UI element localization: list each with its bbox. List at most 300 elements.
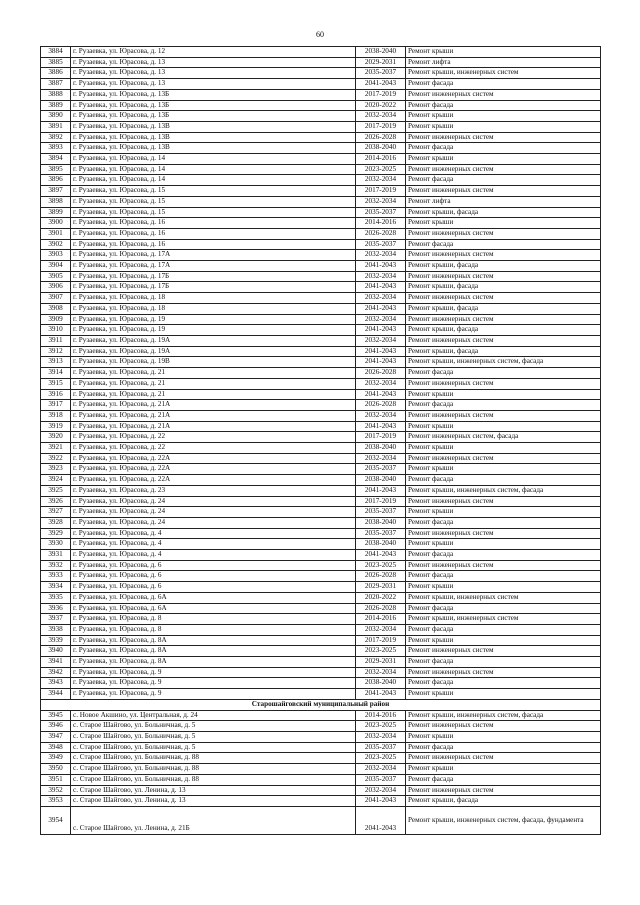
row-number: 3944 bbox=[41, 689, 71, 700]
row-number: 3897 bbox=[41, 186, 71, 197]
row-period: 2023-2025 bbox=[356, 721, 406, 732]
row-period: 2017-2019 bbox=[356, 496, 406, 507]
row-work-type: Ремонт фасада bbox=[406, 79, 601, 90]
row-address: г. Рузаевка, ул. Юрасова, д. 6А bbox=[71, 592, 356, 603]
row-period: 2032-2034 bbox=[356, 111, 406, 122]
row-period: 2032-2034 bbox=[356, 667, 406, 678]
row-work-type: Ремонт инженерных систем bbox=[406, 228, 601, 239]
row-number: 3922 bbox=[41, 453, 71, 464]
row-period: 2032-2034 bbox=[356, 624, 406, 635]
row-number: 3948 bbox=[41, 742, 71, 753]
row-address: г. Рузаевка, ул. Юрасова, д. 13 bbox=[71, 68, 356, 79]
row-work-type: Ремонт крыши, инженерных систем bbox=[406, 614, 601, 625]
row-number: 3947 bbox=[41, 732, 71, 743]
table-row bbox=[41, 432, 601, 443]
row-work-type: Ремонт крыши, фасада bbox=[406, 282, 601, 293]
row-work-type: Ремонт инженерных систем bbox=[406, 721, 601, 732]
row-number: 3905 bbox=[41, 271, 71, 282]
row-work-type: Ремонт фасада bbox=[406, 475, 601, 486]
row-period: 2032-2034 bbox=[356, 410, 406, 421]
row-work-type: Ремонт крыши bbox=[406, 689, 601, 700]
row-address: г. Рузаевка, ул. Юрасова, д. 18 bbox=[71, 293, 356, 304]
row-address: г. Рузаевка, ул. Юрасова, д. 13Б bbox=[71, 100, 356, 111]
row-address: г. Рузаевка, ул. Юрасова, д. 13Б bbox=[71, 89, 356, 100]
row-period: 2020-2022 bbox=[356, 100, 406, 111]
row-number: 3945 bbox=[41, 710, 71, 721]
row-number: 3902 bbox=[41, 239, 71, 250]
row-address: г. Рузаевка, ул. Юрасова, д. 19В bbox=[71, 357, 356, 368]
table-row bbox=[41, 335, 601, 346]
row-period: 2020-2022 bbox=[356, 592, 406, 603]
row-number: 3894 bbox=[41, 154, 71, 165]
table-row bbox=[41, 239, 601, 250]
row-number: 3901 bbox=[41, 228, 71, 239]
row-work-type: Ремонт крыши, фасада bbox=[406, 261, 601, 272]
row-address: г. Рузаевка, ул. Юрасова, д. 21 bbox=[71, 389, 356, 400]
row-work-type: Ремонт крыши, инженерных систем bbox=[406, 68, 601, 79]
row-address: г. Рузаевка, ул. Юрасова, д. 16 bbox=[71, 218, 356, 229]
row-work-type: Ремонт крыши bbox=[406, 582, 601, 593]
row-period: 2038-2040 bbox=[356, 539, 406, 550]
row-number: 3939 bbox=[41, 635, 71, 646]
row-work-type: Ремонт крыши, фасада bbox=[406, 796, 601, 807]
table-row bbox=[41, 785, 601, 796]
row-work-type: Ремонт крыши bbox=[406, 111, 601, 122]
row-number: 3923 bbox=[41, 464, 71, 475]
row-address: с. Старое Шайгово, ул. Больничная, д. 5 bbox=[71, 742, 356, 753]
row-address: с. Новое Акшино, ул. Центральная, д. 24 bbox=[71, 710, 356, 721]
row-address: г. Рузаевка, ул. Юрасова, д. 22 bbox=[71, 443, 356, 454]
row-number: 3899 bbox=[41, 207, 71, 218]
row-work-type: Ремонт лифта bbox=[406, 57, 601, 68]
row-work-type: Ремонт крыши, фасада bbox=[406, 346, 601, 357]
row-address: с. Старое Шайгово, ул. Ленина, д. 13 bbox=[71, 796, 356, 807]
table-row bbox=[41, 614, 601, 625]
row-number: 3919 bbox=[41, 421, 71, 432]
row-period: 2038-2040 bbox=[356, 517, 406, 528]
row-number: 3924 bbox=[41, 475, 71, 486]
row-number: 3886 bbox=[41, 68, 71, 79]
row-period: 2038-2040 bbox=[356, 475, 406, 486]
row-number: 3931 bbox=[41, 550, 71, 561]
row-number: 3885 bbox=[41, 57, 71, 68]
row-number: 3900 bbox=[41, 218, 71, 229]
row-number: 3893 bbox=[41, 143, 71, 154]
row-number: 3890 bbox=[41, 111, 71, 122]
row-period: 2023-2025 bbox=[356, 164, 406, 175]
row-period: 2032-2034 bbox=[356, 378, 406, 389]
row-period: 2026-2028 bbox=[356, 603, 406, 614]
row-number: 3887 bbox=[41, 79, 71, 90]
table-row bbox=[41, 582, 601, 593]
row-address: г. Рузаевка, ул. Юрасова, д. 12 bbox=[71, 47, 356, 58]
row-number: 3920 bbox=[41, 432, 71, 443]
row-address: с. Старое Шайгово, ул. Больничная, д. 5 bbox=[71, 721, 356, 732]
row-work-type: Ремонт фасада bbox=[406, 678, 601, 689]
table-row bbox=[41, 517, 601, 528]
row-address: г. Рузаевка, ул. Юрасова, д. 24 bbox=[71, 517, 356, 528]
row-period: 2032-2034 bbox=[356, 764, 406, 775]
row-address: г. Рузаевка, ул. Юрасова, д. 13 bbox=[71, 79, 356, 90]
row-number: 3930 bbox=[41, 539, 71, 550]
row-period: 2035-2037 bbox=[356, 774, 406, 785]
row-work-type: Ремонт крыши bbox=[406, 218, 601, 229]
row-address: с. Старое Шайгово, ул. Больничная, д. 88 bbox=[71, 764, 356, 775]
capital-repair-table bbox=[40, 46, 601, 835]
row-work-type: Ремонт инженерных систем bbox=[406, 293, 601, 304]
row-work-type: Ремонт крыши bbox=[406, 764, 601, 775]
table-row bbox=[41, 496, 601, 507]
table-row bbox=[41, 753, 601, 764]
row-number: 3913 bbox=[41, 357, 71, 368]
row-period: 2032-2034 bbox=[356, 175, 406, 186]
row-period: 2017-2019 bbox=[356, 635, 406, 646]
row-address: г. Рузаевка, ул. Юрасова, д. 8 bbox=[71, 614, 356, 625]
row-work-type: Ремонт крыши bbox=[406, 47, 601, 58]
row-number: 3953 bbox=[41, 796, 71, 807]
row-address: г. Рузаевка, ул. Юрасова, д. 16 bbox=[71, 239, 356, 250]
row-work-type: Ремонт крыши bbox=[406, 464, 601, 475]
row-period: 2032-2034 bbox=[356, 293, 406, 304]
row-period: 2032-2034 bbox=[356, 335, 406, 346]
table-row bbox=[41, 271, 601, 282]
row-address: г. Рузаевка, ул. Юрасова, д. 13Б bbox=[71, 111, 356, 122]
table-row bbox=[41, 400, 601, 411]
table-row bbox=[41, 624, 601, 635]
row-period: 2017-2019 bbox=[356, 186, 406, 197]
table-row bbox=[41, 389, 601, 400]
row-period: 2041-2043 bbox=[356, 550, 406, 561]
row-work-type: Ремонт фасада bbox=[406, 624, 601, 635]
table-row bbox=[41, 250, 601, 261]
row-number: 3914 bbox=[41, 368, 71, 379]
section-title: Старошайговский муниципальный район bbox=[41, 699, 601, 710]
row-address: г. Рузаевка, ул. Юрасова, д. 13В bbox=[71, 132, 356, 143]
row-work-type: Ремонт инженерных систем bbox=[406, 646, 601, 657]
row-work-type: Ремонт инженерных систем bbox=[406, 667, 601, 678]
table-row bbox=[41, 325, 601, 336]
row-address: г. Рузаевка, ул. Юрасова, д. 24 bbox=[71, 496, 356, 507]
row-period: 2014-2016 bbox=[356, 154, 406, 165]
row-work-type: Ремонт фасада bbox=[406, 368, 601, 379]
row-period: 2035-2037 bbox=[356, 239, 406, 250]
row-period: 2041-2043 bbox=[356, 485, 406, 496]
row-address: г. Рузаевка, ул. Юрасова, д. 14 bbox=[71, 164, 356, 175]
row-work-type: Ремонт фасада bbox=[406, 175, 601, 186]
row-address: г. Рузаевка, ул. Юрасова, д. 22А bbox=[71, 464, 356, 475]
row-period: 2032-2034 bbox=[356, 732, 406, 743]
row-number: 3916 bbox=[41, 389, 71, 400]
table-row bbox=[41, 100, 601, 111]
row-address: с. Старое Шайгово, ул. Ленина, д. 21Б bbox=[71, 806, 356, 834]
row-work-type: Ремонт инженерных систем bbox=[406, 314, 601, 325]
table-row bbox=[41, 89, 601, 100]
row-period: 2041-2043 bbox=[356, 806, 406, 834]
row-address: с. Старое Шайгово, ул. Больничная, д. 88 bbox=[71, 753, 356, 764]
row-period: 2035-2037 bbox=[356, 207, 406, 218]
row-work-type: Ремонт фасада bbox=[406, 550, 601, 561]
row-number: 3921 bbox=[41, 443, 71, 454]
row-work-type: Ремонт крыши bbox=[406, 121, 601, 132]
row-period: 2026-2028 bbox=[356, 368, 406, 379]
table-row bbox=[41, 357, 601, 368]
table-row bbox=[41, 464, 601, 475]
table-row bbox=[41, 154, 601, 165]
row-work-type: Ремонт крыши bbox=[406, 635, 601, 646]
row-address: г. Рузаевка, ул. Юрасова, д. 22 bbox=[71, 432, 356, 443]
row-period: 2032-2034 bbox=[356, 785, 406, 796]
row-address: г. Рузаевка, ул. Юрасова, д. 9 bbox=[71, 667, 356, 678]
row-number: 3941 bbox=[41, 657, 71, 668]
section-row bbox=[41, 699, 601, 710]
row-work-type: Ремонт фасада bbox=[406, 774, 601, 785]
row-period: 2023-2025 bbox=[356, 560, 406, 571]
row-work-type: Ремонт крыши, инженерных систем, фасада bbox=[406, 357, 601, 368]
row-work-type: Ремонт инженерных систем bbox=[406, 785, 601, 796]
table-row bbox=[41, 453, 601, 464]
row-period: 2029-2031 bbox=[356, 582, 406, 593]
row-number: 3911 bbox=[41, 335, 71, 346]
row-period: 2032-2034 bbox=[356, 453, 406, 464]
row-work-type: Ремонт инженерных систем bbox=[406, 410, 601, 421]
row-work-type: Ремонт инженерных систем bbox=[406, 89, 601, 100]
row-work-type: Ремонт лифта bbox=[406, 196, 601, 207]
row-number: 3935 bbox=[41, 592, 71, 603]
row-number: 3889 bbox=[41, 100, 71, 111]
row-work-type: Ремонт крыши bbox=[406, 507, 601, 518]
row-period: 2014-2016 bbox=[356, 218, 406, 229]
row-number: 3954 bbox=[41, 806, 71, 834]
table-row bbox=[41, 186, 601, 197]
row-work-type: Ремонт крыши, инженерных систем, фасада, фундамента bbox=[406, 806, 601, 834]
row-period: 2029-2031 bbox=[356, 57, 406, 68]
row-period: 2023-2025 bbox=[356, 646, 406, 657]
row-address: г. Рузаевка, ул. Юрасова, д. 21 bbox=[71, 368, 356, 379]
table-row bbox=[41, 635, 601, 646]
table-row bbox=[41, 261, 601, 272]
row-period: 2026-2028 bbox=[356, 571, 406, 582]
row-number: 3950 bbox=[41, 764, 71, 775]
row-number: 3892 bbox=[41, 132, 71, 143]
row-work-type: Ремонт инженерных систем bbox=[406, 496, 601, 507]
row-number: 3898 bbox=[41, 196, 71, 207]
row-address: г. Рузаевка, ул. Юрасова, д. 8А bbox=[71, 657, 356, 668]
table-row bbox=[41, 132, 601, 143]
table-row bbox=[41, 443, 601, 454]
row-number: 3908 bbox=[41, 303, 71, 314]
row-work-type: Ремонт инженерных систем bbox=[406, 560, 601, 571]
table-row bbox=[41, 571, 601, 582]
table-row bbox=[41, 346, 601, 357]
row-number: 3912 bbox=[41, 346, 71, 357]
row-address: г. Рузаевка, ул. Юрасова, д. 21А bbox=[71, 421, 356, 432]
row-period: 2038-2040 bbox=[356, 47, 406, 58]
row-work-type: Ремонт инженерных систем, фасада bbox=[406, 432, 601, 443]
row-address: г. Рузаевка, ул. Юрасова, д. 21А bbox=[71, 400, 356, 411]
table-row bbox=[41, 475, 601, 486]
row-period: 2014-2016 bbox=[356, 710, 406, 721]
row-address: г. Рузаевка, ул. Юрасова, д. 17А bbox=[71, 250, 356, 261]
row-address: г. Рузаевка, ул. Юрасова, д. 19А bbox=[71, 335, 356, 346]
table-row bbox=[41, 228, 601, 239]
table-row bbox=[41, 368, 601, 379]
table-row bbox=[41, 421, 601, 432]
row-work-type: Ремонт фасада bbox=[406, 571, 601, 582]
table-row bbox=[41, 507, 601, 518]
table-row bbox=[41, 646, 601, 657]
row-period: 2035-2037 bbox=[356, 528, 406, 539]
row-work-type: Ремонт крыши bbox=[406, 539, 601, 550]
row-address: г. Рузаевка, ул. Юрасова, д. 6 bbox=[71, 571, 356, 582]
row-work-type: Ремонт инженерных систем bbox=[406, 753, 601, 764]
row-period: 2017-2019 bbox=[356, 89, 406, 100]
row-address: г. Рузаевка, ул. Юрасова, д. 14 bbox=[71, 175, 356, 186]
table-row bbox=[41, 378, 601, 389]
row-address: г. Рузаевка, ул. Юрасова, д. 8А bbox=[71, 635, 356, 646]
table-row bbox=[41, 314, 601, 325]
table-row bbox=[41, 164, 601, 175]
row-work-type: Ремонт фасада bbox=[406, 143, 601, 154]
row-address: г. Рузаевка, ул. Юрасова, д. 15 bbox=[71, 196, 356, 207]
row-number: 3926 bbox=[41, 496, 71, 507]
row-period: 2041-2043 bbox=[356, 689, 406, 700]
table-row bbox=[41, 806, 601, 834]
row-work-type: Ремонт крыши, инженерных систем, фасада bbox=[406, 710, 601, 721]
row-period: 2029-2031 bbox=[356, 657, 406, 668]
row-period: 2023-2025 bbox=[356, 753, 406, 764]
row-period: 2026-2028 bbox=[356, 132, 406, 143]
row-number: 3937 bbox=[41, 614, 71, 625]
row-number: 3942 bbox=[41, 667, 71, 678]
row-period: 2032-2034 bbox=[356, 271, 406, 282]
row-address: г. Рузаевка, ул. Юрасова, д. 8 bbox=[71, 624, 356, 635]
row-number: 3907 bbox=[41, 293, 71, 304]
row-period: 2041-2043 bbox=[356, 282, 406, 293]
row-address: г. Рузаевка, ул. Юрасова, д. 22А bbox=[71, 453, 356, 464]
row-address: г. Рузаевка, ул. Юрасова, д. 19А bbox=[71, 346, 356, 357]
table-row bbox=[41, 282, 601, 293]
row-number: 3946 bbox=[41, 721, 71, 732]
table-row bbox=[41, 68, 601, 79]
row-period: 2026-2028 bbox=[356, 400, 406, 411]
row-period: 2041-2043 bbox=[356, 261, 406, 272]
row-number: 3952 bbox=[41, 785, 71, 796]
table-row bbox=[41, 528, 601, 539]
row-address: с. Старое Шайгово, ул. Ленина, д. 13 bbox=[71, 785, 356, 796]
table-row bbox=[41, 57, 601, 68]
row-address: г. Рузаевка, ул. Юрасова, д. 13В bbox=[71, 143, 356, 154]
page-number: 60 bbox=[316, 30, 324, 39]
row-number: 3928 bbox=[41, 517, 71, 528]
table-row bbox=[41, 667, 601, 678]
row-work-type: Ремонт фасада bbox=[406, 517, 601, 528]
row-address: г. Рузаевка, ул. Юрасова, д. 17А bbox=[71, 261, 356, 272]
table-row bbox=[41, 175, 601, 186]
row-number: 3936 bbox=[41, 603, 71, 614]
row-period: 2035-2037 bbox=[356, 507, 406, 518]
row-address: г. Рузаевка, ул. Юрасова, д. 17Б bbox=[71, 271, 356, 282]
table-row bbox=[41, 592, 601, 603]
row-number: 3896 bbox=[41, 175, 71, 186]
row-work-type: Ремонт фасада bbox=[406, 657, 601, 668]
row-number: 3949 bbox=[41, 753, 71, 764]
row-work-type: Ремонт инженерных систем bbox=[406, 132, 601, 143]
row-number: 3940 bbox=[41, 646, 71, 657]
row-period: 2041-2043 bbox=[356, 357, 406, 368]
row-period: 2017-2019 bbox=[356, 432, 406, 443]
row-address: с. Старое Шайгово, ул. Больничная, д. 5 bbox=[71, 732, 356, 743]
row-period: 2038-2040 bbox=[356, 443, 406, 454]
row-work-type: Ремонт инженерных систем bbox=[406, 453, 601, 464]
row-work-type: Ремонт инженерных систем bbox=[406, 378, 601, 389]
row-period: 2032-2034 bbox=[356, 250, 406, 261]
row-number: 3884 bbox=[41, 47, 71, 58]
row-period: 2017-2019 bbox=[356, 121, 406, 132]
row-work-type: Ремонт крыши bbox=[406, 421, 601, 432]
row-address: г. Рузаевка, ул. Юрасова, д. 18 bbox=[71, 303, 356, 314]
row-address: г. Рузаевка, ул. Юрасова, д. 21А bbox=[71, 410, 356, 421]
row-number: 3951 bbox=[41, 774, 71, 785]
table-row bbox=[41, 47, 601, 58]
row-period: 2032-2034 bbox=[356, 196, 406, 207]
row-work-type: Ремонт крыши bbox=[406, 443, 601, 454]
table-row bbox=[41, 303, 601, 314]
row-number: 3891 bbox=[41, 121, 71, 132]
row-period: 2041-2043 bbox=[356, 796, 406, 807]
row-number: 3906 bbox=[41, 282, 71, 293]
row-period: 2026-2028 bbox=[356, 228, 406, 239]
table-row bbox=[41, 796, 601, 807]
row-work-type: Ремонт крыши, инженерных систем, фасада bbox=[406, 485, 601, 496]
row-address: г. Рузаевка, ул. Юрасова, д. 16 bbox=[71, 228, 356, 239]
row-work-type: Ремонт крыши, инженерных систем bbox=[406, 592, 601, 603]
row-number: 3927 bbox=[41, 507, 71, 518]
row-period: 2041-2043 bbox=[356, 79, 406, 90]
table-row bbox=[41, 410, 601, 421]
row-number: 3910 bbox=[41, 325, 71, 336]
row-number: 3934 bbox=[41, 582, 71, 593]
row-number: 3903 bbox=[41, 250, 71, 261]
row-address: г. Рузаевка, ул. Юрасова, д. 15 bbox=[71, 186, 356, 197]
row-address: с. Старое Шайгово, ул. Больничная, д. 88 bbox=[71, 774, 356, 785]
row-address: г. Рузаевка, ул. Юрасова, д. 23 bbox=[71, 485, 356, 496]
table-row bbox=[41, 710, 601, 721]
row-address: г. Рузаевка, ул. Юрасова, д. 6 bbox=[71, 582, 356, 593]
row-work-type: Ремонт крыши, фасада bbox=[406, 303, 601, 314]
row-number: 3925 bbox=[41, 485, 71, 496]
table-row bbox=[41, 293, 601, 304]
row-period: 2041-2043 bbox=[356, 421, 406, 432]
row-address: г. Рузаевка, ул. Юрасова, д. 17Б bbox=[71, 282, 356, 293]
row-number: 3933 bbox=[41, 571, 71, 582]
row-number: 3932 bbox=[41, 560, 71, 571]
table-row bbox=[41, 689, 601, 700]
row-number: 3888 bbox=[41, 89, 71, 100]
table-row bbox=[41, 143, 601, 154]
table-row bbox=[41, 764, 601, 775]
row-period: 2041-2043 bbox=[356, 303, 406, 314]
row-work-type: Ремонт инженерных систем bbox=[406, 164, 601, 175]
row-number: 3909 bbox=[41, 314, 71, 325]
row-address: г. Рузаевка, ул. Юрасова, д. 9 bbox=[71, 689, 356, 700]
row-work-type: Ремонт крыши, фасада bbox=[406, 207, 601, 218]
row-number: 3918 bbox=[41, 410, 71, 421]
row-address: г. Рузаевка, ул. Юрасова, д. 24 bbox=[71, 507, 356, 518]
row-period: 2014-2016 bbox=[356, 614, 406, 625]
row-period: 2041-2043 bbox=[356, 346, 406, 357]
row-work-type: Ремонт фасада bbox=[406, 742, 601, 753]
row-work-type: Ремонт крыши, фасада bbox=[406, 325, 601, 336]
